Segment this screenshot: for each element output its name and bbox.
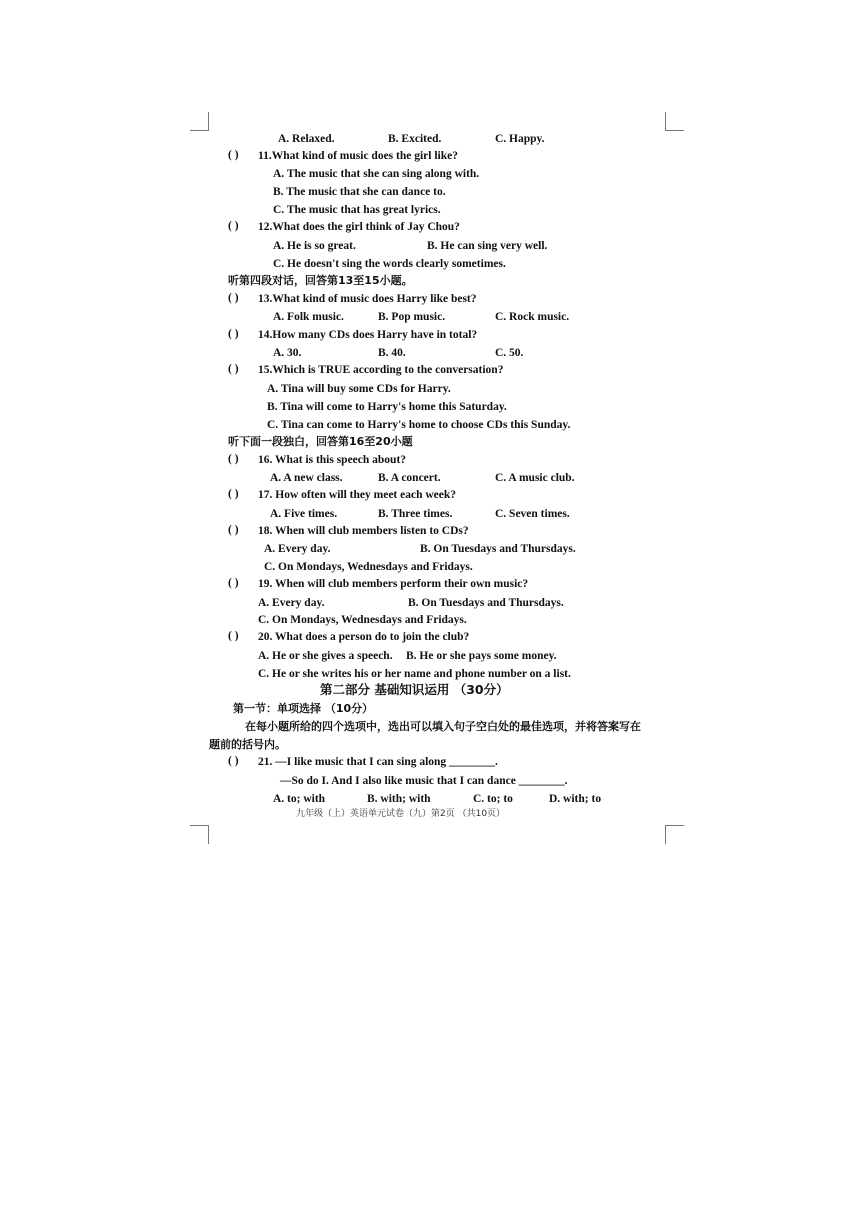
section-4-heading: 听第四段对话，回答第13至15小题。 — [228, 274, 413, 287]
q16-question: 16. What is this speech about? — [258, 454, 407, 466]
q15-question: 15.Which is TRUE according to the conversation? — [258, 364, 504, 376]
q11-option-a: A. The music that she can sing along with. — [273, 168, 480, 180]
q20-option-b: B. He or she pays some money. — [406, 650, 557, 662]
answer-paren: ( ) — [228, 524, 239, 536]
q12-option-a: A. He is so great. — [273, 240, 356, 252]
q12-option-c: C. He doesn't sing the words clearly sometimes. — [273, 258, 506, 270]
q21-option-b: B. with; with — [367, 793, 431, 805]
q20-option-c: C. He or she writes his or her name and phone number on a list. — [258, 668, 571, 680]
q10-option-a: A. Relaxed. — [278, 133, 335, 145]
q19-option-c: C. On Mondays, Wednesdays and Fridays. — [258, 614, 467, 626]
q16-option-b: B. A concert. — [378, 472, 441, 484]
q21-question: 21. —I like music that I can sing along ________. — [258, 756, 498, 768]
q19-question: 19. When will club members perform their own music? — [258, 578, 529, 590]
section-5-heading: 听下面一段独白，回答第16至20小题 — [228, 435, 413, 448]
answer-paren: ( ) — [228, 363, 239, 375]
q20-option-a: A. He or she gives a speech. — [258, 650, 393, 662]
answer-paren: ( ) — [228, 577, 239, 589]
answer-paren: ( ) — [228, 755, 239, 767]
crop-mark-bottom-left — [190, 825, 209, 844]
q18-option-a: A. Every day. — [264, 543, 331, 555]
q10-option-c: C. Happy. — [495, 133, 545, 145]
q21-line-2: —So do I. And I also like music that I can dance ________. — [280, 775, 568, 787]
q18-option-b: B. On Tuesdays and Thursdays. — [420, 543, 576, 555]
q15-option-c: C. Tina can come to Harry's home to choose CDs this Sunday. — [267, 419, 571, 431]
q17-option-b: B. Three times. — [378, 508, 453, 520]
q14-question: 14.How many CDs does Harry have in total? — [258, 329, 478, 341]
q11-option-c: C. The music that has great lyrics. — [273, 204, 441, 216]
q18-question: 18. When will club members listen to CDs? — [258, 525, 469, 537]
q17-option-c: C. Seven times. — [495, 508, 570, 520]
section-1-title: 第一节：单项选择 （10分） — [233, 702, 374, 715]
q14-option-c: C. 50. — [495, 347, 524, 359]
part-2-title: 第二部分 基础知识运用 （30分） — [320, 682, 509, 697]
q16-option-c: C. A music club. — [495, 472, 575, 484]
q21-option-d: D. with; to — [549, 793, 602, 805]
q15-option-a: A. Tina will buy some CDs for Harry. — [267, 383, 451, 395]
page-footer: 九年级（上）英语单元试卷（九）第2页 （共10页） — [296, 809, 506, 819]
q14-option-a: A. 30. — [273, 347, 302, 359]
answer-paren: ( ) — [228, 220, 239, 232]
q16-option-a: A. A new class. — [270, 472, 343, 484]
q15-option-b: B. Tina will come to Harry's home this Saturday. — [267, 401, 507, 413]
q11-question: 11.What kind of music does the girl like? — [258, 150, 458, 162]
q17-option-a: A. Five times. — [270, 508, 338, 520]
instructions-line-2: 题前的括号内。 — [209, 738, 286, 751]
q13-option-b: B. Pop music. — [378, 311, 446, 323]
crop-mark-top-right — [665, 112, 684, 131]
q13-question: 13.What kind of music does Harry like best? — [258, 293, 477, 305]
crop-mark-bottom-right — [665, 825, 684, 844]
answer-paren: ( ) — [228, 292, 239, 304]
q10-option-b: B. Excited. — [388, 133, 442, 145]
q19-option-a: A. Every day. — [258, 597, 325, 609]
q11-option-b: B. The music that she can dance to. — [273, 186, 446, 198]
q20-question: 20. What does a person do to join the club? — [258, 631, 470, 643]
q19-option-b: B. On Tuesdays and Thursdays. — [408, 597, 564, 609]
answer-paren: ( ) — [228, 149, 239, 161]
q14-option-b: B. 40. — [378, 347, 406, 359]
q18-option-c: C. On Mondays, Wednesdays and Fridays. — [264, 561, 473, 573]
answer-paren: ( ) — [228, 488, 239, 500]
answer-paren: ( ) — [228, 328, 239, 340]
q12-question: 12.What does the girl think of Jay Chou? — [258, 221, 460, 233]
q13-option-a: A. Folk music. — [273, 311, 344, 323]
q12-option-b: B. He can sing very well. — [427, 240, 548, 252]
q21-option-c: C. to; to — [473, 793, 513, 805]
instructions-line-1: 在每小题所给的四个选项中，选出可以填入句子空白处的最佳选项，并将答案写在 — [245, 720, 641, 733]
q17-question: 17. How often will they meet each week? — [258, 489, 457, 501]
answer-paren: ( ) — [228, 630, 239, 642]
q21-option-a: A. to; with — [273, 793, 326, 805]
q13-option-c: C. Rock music. — [495, 311, 570, 323]
crop-mark-top-left — [190, 112, 209, 131]
answer-paren: ( ) — [228, 453, 239, 465]
